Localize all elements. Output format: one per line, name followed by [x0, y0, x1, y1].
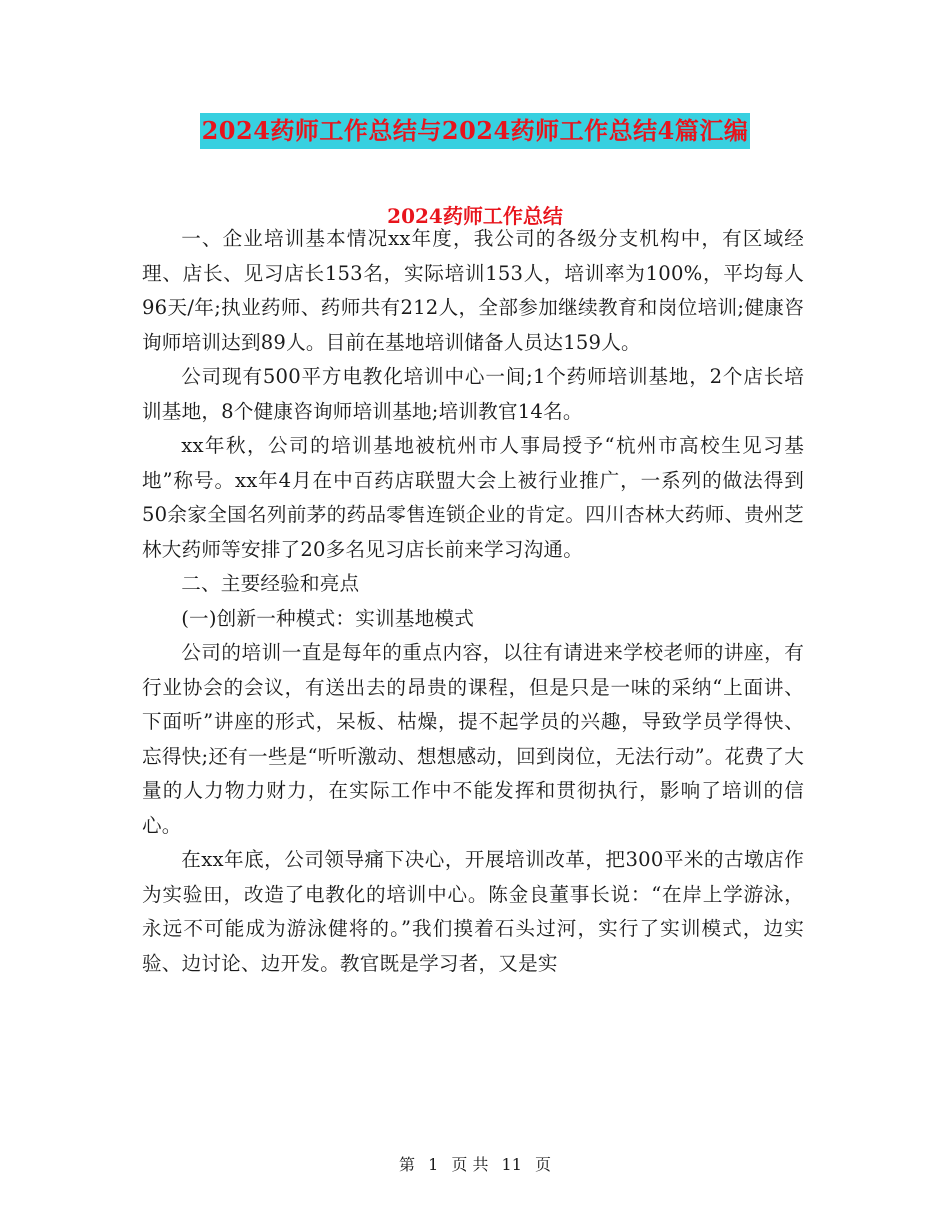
footer-middle: 页 共 [451, 1155, 489, 1174]
paragraph: 二、主要经验和亮点 [181, 572, 360, 595]
page-footer [0, 1154, 950, 1176]
paragraph: (一)创新一种模式：实训基地模式 [181, 606, 474, 630]
section-title: 2024药师工作总结 [387, 204, 563, 228]
footer-total-pages: 11 [501, 1155, 522, 1174]
paragraph: 一、企业培训基本情况xx年度，我公司的各级分支机构中，有区域经理、店长、见习店长153名，实际培训153人，培训率为100%，平均每人96天/年;执业药师、药师共有212人，全部参加继续教育和岗位培训;健康咨询师培训达到89人。目前在基地培训储备人员达159人。 [142, 227, 804, 354]
footer-prefix: 第 [398, 1155, 415, 1174]
document-title-wrapper [0, 113, 950, 149]
document-title: 2024药师工作总结与2024药师工作总结4篇汇编 [200, 113, 751, 149]
footer-page-number: 1 [428, 1155, 439, 1174]
paragraph: 在xx年底，公司领导痛下决心，开展培训改革，把300平米的古墩店作为实验田，改造了电教化的培训中心。陈金良董事长说：“在岸上学游泳，永远不可能成为游泳健将的。”我们摸着石头过河，实行了实训模式，边实验、边讨论、边开发。教官既是学习者，又是实 [142, 848, 804, 975]
paragraph: 公司现有500平方电教化培训中心一间;1个药师培训基地，2个店长培训基地，8个健康咨询师培训基地;培训教官14名。 [142, 365, 804, 423]
footer-suffix: 页 [535, 1155, 552, 1174]
document-body [142, 222, 804, 981]
paragraph: 公司的培训一直是每年的重点内容，以往有请进来学校老师的讲座，有行业协会的会议，有送出去的昂贵的课程，但是只是一味的采纳“上面讲、下面听”讲座的形式，呆板、枯燥，提不起学员的兴趣，导致学员学得快、忘得快;还有一些是“听听激动、想想感动，回到岗位，无法行动”。花费了大量的人力物力财力，在实际工作中不能发挥和贯彻执行，影响了培训的信心。 [142, 641, 804, 837]
paragraph: xx年秋，公司的培训基地被杭州市人事局授予“杭州市高校生见习基地”称号。xx年4月在中百药店联盟大会上被行业推广，一系列的做法得到50余家全国名列前茅的药品零售连锁企业的肯定。四川杏林大药师、贵州芝林大药师等安排了20多名见习店长前来学习沟通。 [142, 434, 804, 561]
